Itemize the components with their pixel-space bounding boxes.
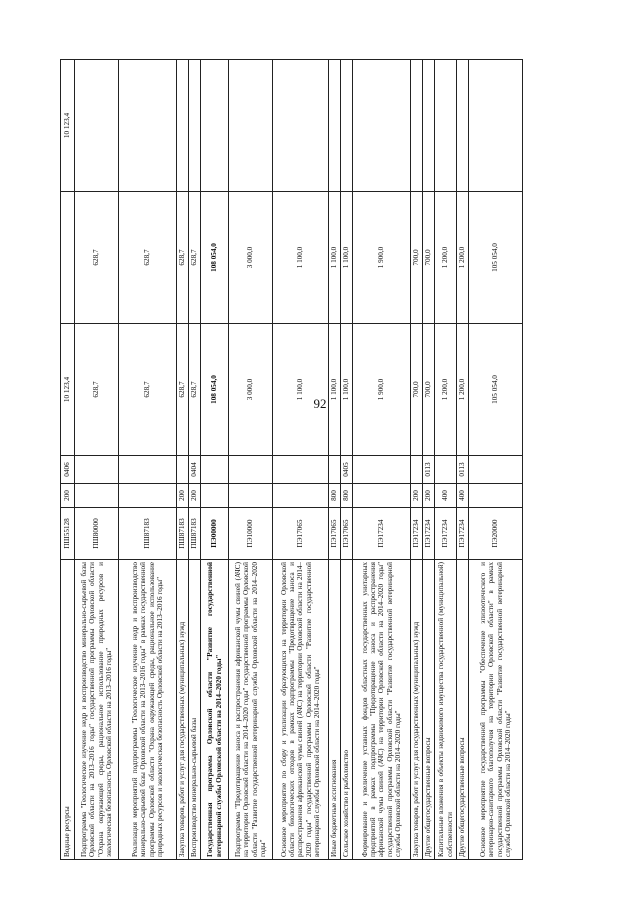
cell-s2: 628,7 [177,192,189,324]
cell-name: Капитальные вложения в объекты недвижимого имущества государственной (муниципальной) собственности [435,560,457,860]
cell-s3 [435,60,457,192]
table-row [61,60,75,860]
cell-vr: 200 [177,484,189,508]
cell-s1: 10 123,4 [61,324,75,456]
table-row [189,60,201,860]
cell-s1: 105 054,0 [469,324,523,456]
table-row [229,60,273,860]
cell-s2: 1 200,0 [457,192,469,324]
table-row [411,60,423,860]
cell-vr: 800 [329,484,341,508]
cell-s3 [341,60,353,192]
cell-vr: 200 [189,484,201,508]
cell-vr [75,484,119,508]
cell-s3 [189,60,201,192]
cell-csr: ПЭ17065 [341,508,353,560]
cell-s1: 700,0 [411,324,423,456]
table-row [329,60,341,860]
table-row [423,60,435,860]
budget-table [60,59,523,860]
cell-vr [273,484,329,508]
cell-name: Другие общегосударственные вопросы [423,560,435,860]
cell-s2 [61,192,75,324]
cell-s1: 1 900,0 [353,324,411,456]
cell-csr: ПШ87183 [189,508,201,560]
cell-s2: 1 100,0 [273,192,329,324]
table-row [469,60,523,860]
cell-rz [273,456,329,484]
cell-s2: 1 100,0 [329,192,341,324]
cell-rz [119,456,177,484]
cell-s3 [423,60,435,192]
cell-name: Основное мероприятие по сбору и утилизации образующихся на территории Орловской области биологических отходов в рамках подпрограммы "Предотвращение заноса и распространения африканской чумы свиней (АЧС) на территории Орловской области на 2014–2020 годы" государственной программы Орловской области "Развитие государственной ветеринарной службы Орловской области на 2014–2020 годы" [273,560,329,860]
cell-s2: 1 200,0 [435,192,457,324]
table-row [75,60,119,860]
cell-s3 [457,60,469,192]
cell-vr: 200 [411,484,423,508]
cell-name: Формирование и увеличение уставных фондов областных государственных унитарных предприятий в рамках подпрограммы "Предотвращение заноса и распространения африканской чумы свиней (АЧС) на территории Орловской области на 2014–2020 годы" государственной программы Орловской области "Развитие государственной ветеринарной службы Орловской области на 2014–2020 годы" [353,560,411,860]
cell-rz [201,456,229,484]
table-row [341,60,353,860]
cell-rz: 0113 [423,456,435,484]
cell-rz [229,456,273,484]
cell-s2: 3 000,0 [229,192,273,324]
cell-s1: 628,7 [75,324,119,456]
cell-s2: 628,7 [75,192,119,324]
cell-s3 [177,60,189,192]
cell-csr: ПЭ17234 [435,508,457,560]
cell-csr: ПЭ17234 [411,508,423,560]
cell-name: Другие общегосударственные вопросы [457,560,469,860]
cell-s1: 1 100,0 [341,324,353,456]
cell-vr: 400 [457,484,469,508]
page-number: 92 [313,396,327,411]
cell-s3 [273,60,329,192]
cell-s1: 628,7 [119,324,177,456]
cell-s1: 3 000,0 [229,324,273,456]
cell-s2: 700,0 [423,192,435,324]
cell-rz: 0113 [457,456,469,484]
cell-rz [75,456,119,484]
cell-csr: ПЭ20000 [469,508,523,560]
cell-s1: 628,7 [177,324,189,456]
cell-vr [353,484,411,508]
cell-csr: ПШ87183 [177,508,189,560]
cell-s2: 628,7 [189,192,201,324]
cell-s2: 700,0 [411,192,423,324]
cell-s3 [201,60,229,192]
table-row [273,60,329,860]
cell-vr: 800 [341,484,353,508]
cell-rz: 0405 [341,456,353,484]
cell-s3 [75,60,119,192]
table-row [119,60,177,860]
cell-s3 [229,60,273,192]
cell-s1: 700,0 [423,324,435,456]
cell-s1: 1 200,0 [457,324,469,456]
cell-rz [469,456,523,484]
table-row [457,60,469,860]
cell-rz [411,456,423,484]
cell-s2: 108 054,0 [201,192,229,324]
cell-s3 [411,60,423,192]
cell-name: Подпрограмма "Предотвращение заноса и распространения африканской чумы свиней (АЧС) на территории Орловской области на 2014–2020 годы" государственной программы Орловской области "Развитие государственной ветеринарной службы Орловской области на 2014–2020 годы" [229,560,273,860]
cell-csr: ПЭ10000 [229,508,273,560]
cell-s3: 10 123,4 [61,60,75,192]
cell-name: Закупка товаров, работ и услуг для государственных (муниципальных) нужд [177,560,189,860]
cell-vr [229,484,273,508]
cell-name: Воспроизводство минерально-сырьевой базы [189,560,201,860]
cell-csr: ПШ87183 [119,508,177,560]
cell-s3 [119,60,177,192]
cell-rz [353,456,411,484]
cell-rz [177,456,189,484]
cell-csr: ПЭ00000 [201,508,229,560]
table-row [435,60,457,860]
cell-name: Подпрограмма "Геологическое изучение недр и воспроизводство минерально-сырьевой базы Орловской области на 2013–2016 годы" государственной программы Орловской области "Охрана окружающей среды, рациональное использование природных ресурсов и экологическая безопасность Орловской области на 2013–2016 годы" [75,560,119,860]
cell-rz: 0404 [189,456,201,484]
cell-s3 [353,60,411,192]
rotated-table-wrapper [60,60,600,860]
cell-csr: ПЭ17234 [423,508,435,560]
cell-s1: 1 100,0 [329,324,341,456]
cell-s2: 105 054,0 [469,192,523,324]
cell-vr [469,484,523,508]
cell-csr: ПШ55128 [61,508,75,560]
cell-csr: ПЭ17234 [353,508,411,560]
cell-name: Иные бюджетные ассигнования [329,560,341,860]
cell-name: Реализация мероприятий подпрограммы "Геологическое изучение недр и воспроизводство минерально-сырьевой базы Орловской области на 2013–2016 годы" в рамках государственной программы Орловской области "Охрана окружающей среды, рациональное использование природных ресурсов и экологическая безопасность Орловской области на 2013–2016 годы" [119,560,177,860]
cell-s3 [469,60,523,192]
cell-s2: 628,7 [119,192,177,324]
cell-s2: 1 100,0 [341,192,353,324]
cell-vr: 400 [435,484,457,508]
cell-name: Сельское хозяйство и рыболовство [341,560,353,860]
cell-csr: ПШ80000 [75,508,119,560]
cell-name: Основное мероприятие государственной программы "Обеспечение эпизоотического и ветеринарно-санитарного благополучия на территории Орловской области" в рамках государственной программы Орловской области "Развитие государственной ветеринарной службы Орловской области на 2014–2020 годы" [469,560,523,860]
cell-name: Водные ресурсы [61,560,75,860]
table-row [177,60,189,860]
cell-name: Государственная программа Орловской области "Развитие государственной ветеринарной службы Орловской области на 2014–2020 годы" [201,560,229,860]
cell-csr: ПЭ17065 [329,508,341,560]
cell-s1: 628,7 [189,324,201,456]
cell-rz [329,456,341,484]
cell-csr: ПЭ17065 [273,508,329,560]
table-row [353,60,411,860]
cell-s1: 108 054,0 [201,324,229,456]
cell-vr [119,484,177,508]
cell-s1: 1 100,0 [273,324,329,456]
cell-vr: 200 [423,484,435,508]
cell-vr: 200 [61,484,75,508]
cell-rz: 0406 [61,456,75,484]
table-row [201,60,229,860]
cell-s3 [329,60,341,192]
cell-csr: ПЭ17234 [457,508,469,560]
cell-rz [435,456,457,484]
cell-s2: 1 900,0 [353,192,411,324]
cell-vr [201,484,229,508]
cell-name: Закупка товаров, работ и услуг для государственных (муниципальных) нужд [411,560,423,860]
cell-s1: 1 200,0 [435,324,457,456]
